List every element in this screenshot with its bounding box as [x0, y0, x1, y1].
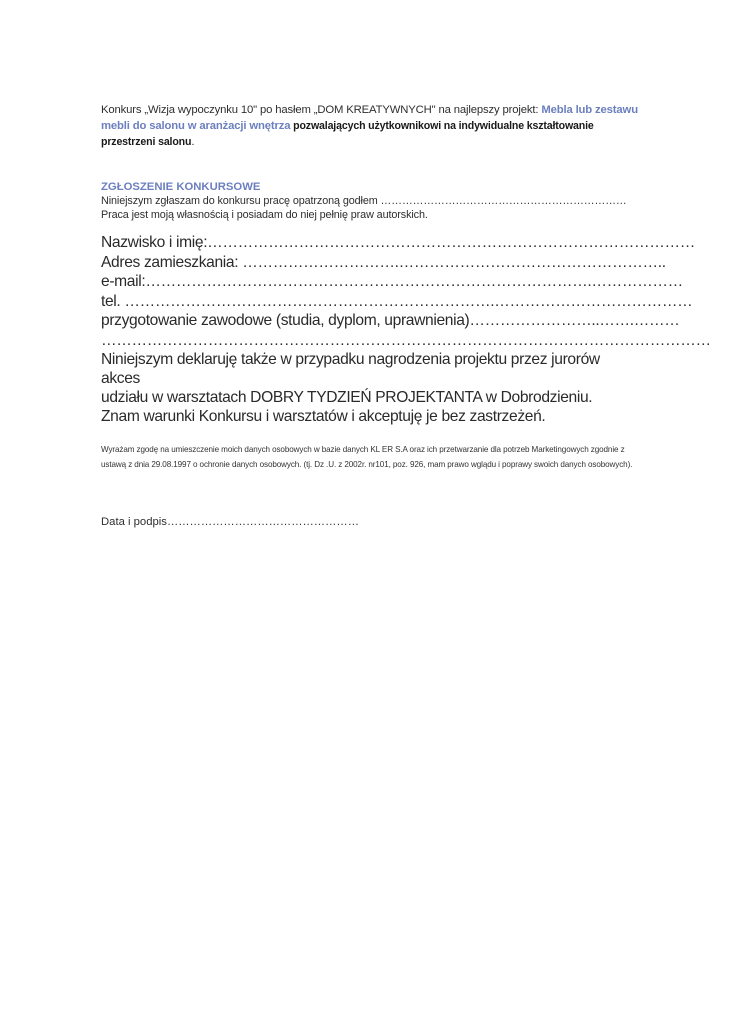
intro-period: .: [191, 136, 195, 148]
intro-text: Konkurs „Wizja wypoczynku 10" po hasłem „DOM KREATYWNYCH" na najlepszy projekt:: [101, 104, 542, 116]
entry-heading: ZGŁOSZENIE KONKURSOWE: [101, 181, 261, 193]
entry-form-document: [101, 102, 711, 529]
phone-field[interactable]: tel. ……………………………………………………………….…………………………………: [101, 292, 693, 310]
personal-data-fields: [101, 233, 711, 350]
data-consent-clause: [101, 443, 641, 472]
name-field[interactable]: Nazwisko i imię:……………………………………………………………………………………: [101, 234, 695, 251]
consent-line-2: ustawą z dnia 29.08.1997 o ochronie danych osobowych. (tj. Dz .U. z 2002r. nr101, poz. 926, mam prawo wglądu i poprawy swoich danych osobowych).: [101, 459, 633, 469]
declaration-line-2: udziału w warsztatach DOBRY TYDZIEŃ PROJEKTANTA w Dobrodzieniu.: [101, 389, 593, 406]
education-field[interactable]: przygotowanie zawodowe (studia, dyplom, uprawnienia)……………………..…….………: [101, 312, 680, 329]
intro-project-description: pozwalających użytkownikowi na indywidualne kształtowanie przestrzeni salonu: [101, 120, 594, 148]
email-field[interactable]: e-mail:…………………………………………………………………………….………………: [101, 273, 683, 290]
entry-motto-line: Niniejszym zgłaszam do konkursu pracę opatrzoną godłem ……………………………………………………………: [101, 195, 627, 207]
consent-line-1: Wyrażam zgodę na umieszczenie moich danych osobowych w bazie danych KL ER S.A oraz ich przetwarzanie dla potrzeb Marketingowych zgodnie z: [101, 445, 625, 454]
education-continuation-field[interactable]: …………………………………………………………………………………………………………: [101, 331, 711, 349]
declaration-line-1: Niniejszym deklaruję także w przypadku nagrodzenia projektu przez jurorów akces: [101, 351, 600, 387]
declaration-line-3: Znam warunki Konkursu i warsztatów i akceptuję je bez zastrzeżeń.: [101, 408, 546, 425]
date-signature-field[interactable]: Data i podpis……………………………………………: [101, 516, 359, 528]
intro-project-accent: Mebla lub zestawu mebli do salonu w aranżacji wnętrza: [101, 104, 638, 132]
workshop-declaration: [101, 350, 641, 426]
entry-ownership-line: Praca jest moją własnością i posiadam do niej pełnię praw autorskich.: [101, 209, 428, 221]
address-field[interactable]: Adres zamieszkania: ………………………….……………………………………………..: [101, 253, 666, 271]
intro-paragraph: [101, 102, 641, 150]
